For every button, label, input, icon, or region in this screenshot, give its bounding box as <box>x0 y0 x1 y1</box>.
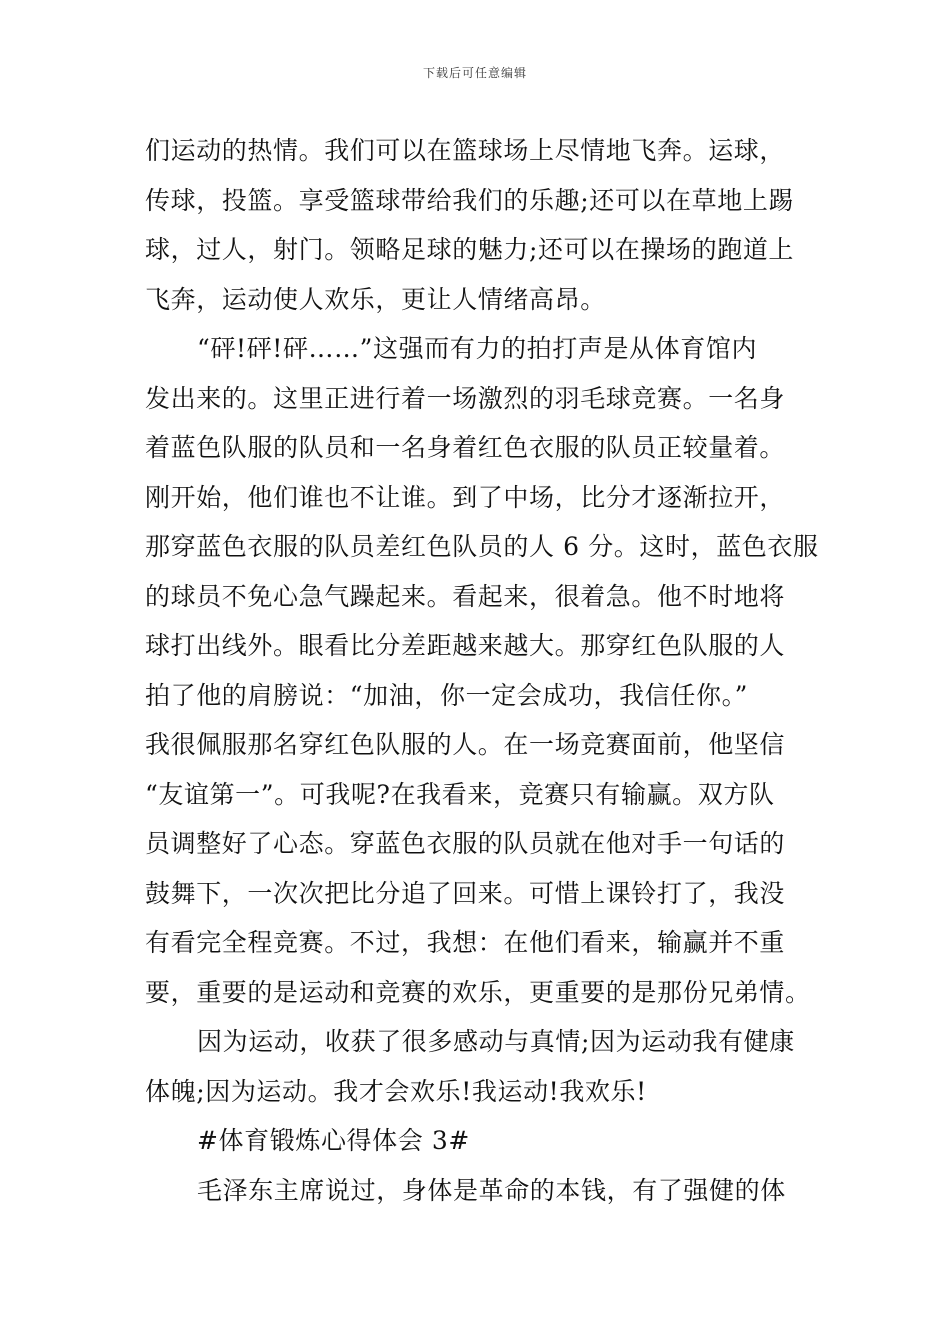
text-line: “友谊第一”。可我呢?在我看来，竞赛只有输赢。双方队 <box>145 779 775 809</box>
text-line: 鼓舞下，一次次把比分追了回来。可惜上课铃打了，我没 <box>145 878 786 908</box>
text-line: 传球，投篮。享受篮球带给我们的乐趣;还可以在草地上踢 <box>145 185 795 215</box>
text-line: 发出来的。这里正进行着一场激烈的羽毛球竞赛。一名身 <box>145 383 786 413</box>
text-line: 那穿蓝色衣服的队员差红色队员的人 6 分。这时，蓝色衣服 <box>145 532 819 561</box>
page-header: 下载后可任意编辑 <box>422 66 527 80</box>
text-line: 着蓝色队服的队员和一名身着红色衣服的队员正较量着。 <box>145 433 786 462</box>
text-line: 球打出线外。眼看比分差距越来越大。那穿红色队服的人 <box>145 631 786 660</box>
text-line: 有看完全程竞赛。不过，我想：在他们看来，输赢并不重 <box>145 928 786 957</box>
text-line: “砰!砰!砰……”这强而有力的拍打声是从体育馆内 <box>197 334 758 363</box>
document-body <box>145 126 819 1215</box>
text-line: 们运动的热情。我们可以在篮球场上尽情地飞奔。运球， <box>145 136 786 165</box>
text-line: 体魄;因为运动。我才会欢乐!我运动!我欢乐! <box>145 1076 647 1106</box>
text-line: 刚开始，他们谁也不让谁。到了中场，比分才逐渐拉开， <box>145 482 786 512</box>
text-line: 毛泽东主席说过，身体是革命的本钱，有了强健的体 <box>197 1175 786 1205</box>
text-line: 飞奔，运动使人欢乐，更让人情绪高昂。 <box>145 284 606 314</box>
text-line: 拍了他的肩膀说：“加油，你一定会成功，我信任你。” <box>145 680 749 710</box>
text-line: 我很佩服那名穿红色队服的人。在一场竞赛面前，他坚信 <box>145 730 786 759</box>
text-line: 球，过人，射门。领略足球的魅力;还可以在操场的跑道上 <box>145 235 795 264</box>
text-line: #体育锻炼心得体会 3# <box>197 1126 470 1155</box>
text-line: 员调整好了心态。穿蓝色衣服的队员就在他对手一句话的 <box>145 829 786 858</box>
text-line: 的球员不免心急气躁起来。看起来，很着急。他不时地将 <box>145 581 786 611</box>
text-line: 要，重要的是运动和竞赛的欢乐，更重要的是那份兄弟情。 <box>145 977 811 1007</box>
text-line: 因为运动，收获了很多感动与真情;因为运动我有健康 <box>197 1027 795 1056</box>
